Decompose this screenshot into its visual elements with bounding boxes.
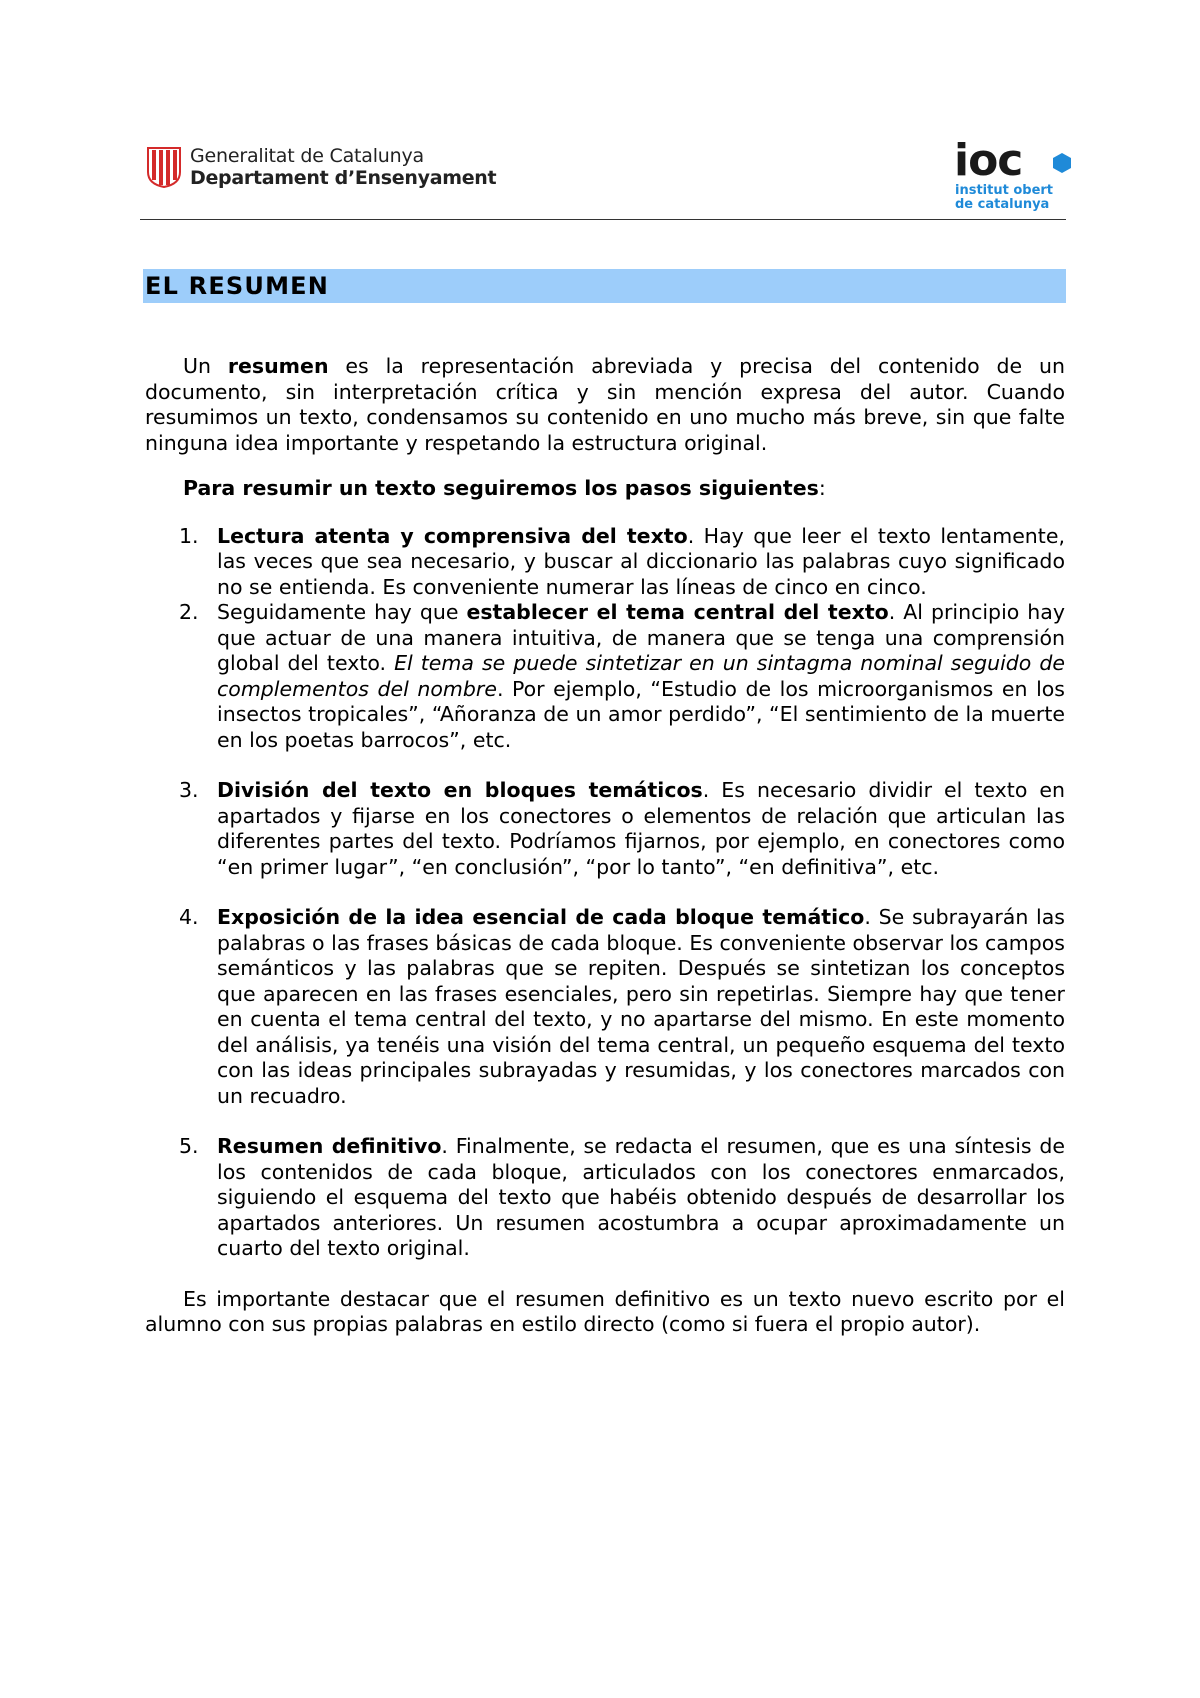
title-bar bbox=[143, 269, 1066, 303]
list-item: 1. Lectura atenta y comprensiva del texto. Hay que leer el texto lentamente, las veces que sea necesario, y buscar al diccionario las palabras cuyo significado no se entienda. Es conveniente numerar las líneas de cinco en cinco. bbox=[179, 523, 1065, 599]
hexagon-icon bbox=[1052, 152, 1072, 174]
list-item: 5. Resumen definitivo. Finalmente, se redacta el resumen, que es una síntesis de los contenidos de cada bloque, articulados con los conectores enmarcados, siguiendo el esquema del texto que habéis obtenido después de desarrollar los apartados anteriores. Un resumen acostumbra a ocupar aproximadamente un cuarto del texto original. bbox=[179, 1134, 1065, 1260]
ioc-subtitle: institut obert de catalunya bbox=[955, 183, 1054, 212]
intro-paragraph: Un resumen es la representación abreviada y precisa del contenido de un documento, sin interpretación crítica y sin mención expresa del autor. Cuando resumimos un texto, condensamos su contenido en uno mucho más breve, sin que falte ninguna idea importante y respetando la estructura original. bbox=[145, 354, 1066, 455]
closing-paragraph: Es importante destacar que el resumen definitivo es un texto nuevo escrito por el alumno con sus propias palabras en estilo directo (como si fuera el propio autor). bbox=[145, 1286, 1065, 1336]
list-number: 1. bbox=[179, 523, 199, 548]
list-item: 3. División del texto en bloques temáticos. Es necesario dividir el texto en apartados y fijarse en los conectores o elementos de relación que articulan las diferentes partes del texto. Podríamos fijarnos, por ejemplo, en conectores como “en primer lugar”, “en conclusión”, “por lo tanto”, “en definitiva”, etc. bbox=[179, 778, 1065, 879]
steps-list bbox=[145, 524, 1065, 1262]
list-number: 4. bbox=[179, 905, 199, 929]
document-body bbox=[145, 354, 1065, 1338]
intro-bold-term: resumen bbox=[227, 354, 329, 378]
ioc-wordmark: ioc bbox=[954, 135, 1023, 186]
ioc-logo bbox=[954, 135, 1066, 220]
list-number: 3. bbox=[179, 778, 199, 802]
department-name: Departament d’Ensenyament bbox=[190, 167, 497, 189]
list-item: 4. Exposición de la idea esencial de cada bloque temático. Se subrayarán las palabras o las frases básicas de cada bloque. Es conveniente observar los campos semánticos y las palabras que se repiten. Después se sintetizan los conceptos que aparecen en las frases esenciales, pero sin repetirlas. Siempre hay que tener en cuenta el tema central del texto, y no apartarse del mismo. En este momento del análisis, ya tenéis una visión del tema central, un pequeño esquema del texto con las ideas principales subrayadas y resumidas, y los conectores marcados con un recuadro. bbox=[179, 905, 1065, 1108]
generalitat-logo bbox=[146, 145, 496, 189]
page-header bbox=[140, 135, 1066, 220]
list-item: 2. Seguidamente hay que establecer el tema central del texto. Al principio hay que actuar de una manera intuitiva, de manera que se tenga una comprensión global del texto. El tema se puede sintetizar en un sintagma nominal seguido de complementos del nombre. Por ejemplo, “Estudio de los microorganismos en los insectos tropicales”, “Añoranza de un amor perdido”, “El sentimiento de la muerte en los poetas barrocos”, etc. bbox=[179, 600, 1065, 752]
list-number: 2. bbox=[179, 600, 199, 624]
header-divider bbox=[140, 219, 1066, 220]
list-number: 5. bbox=[179, 1134, 199, 1158]
generalitat-name: Generalitat de Catalunya bbox=[190, 145, 424, 167]
page-title: EL RESUMEN bbox=[145, 272, 330, 300]
steps-lead: Para resumir un texto seguiremos los pasos siguientes: bbox=[183, 476, 826, 500]
catalan-flag-icon bbox=[146, 146, 182, 188]
